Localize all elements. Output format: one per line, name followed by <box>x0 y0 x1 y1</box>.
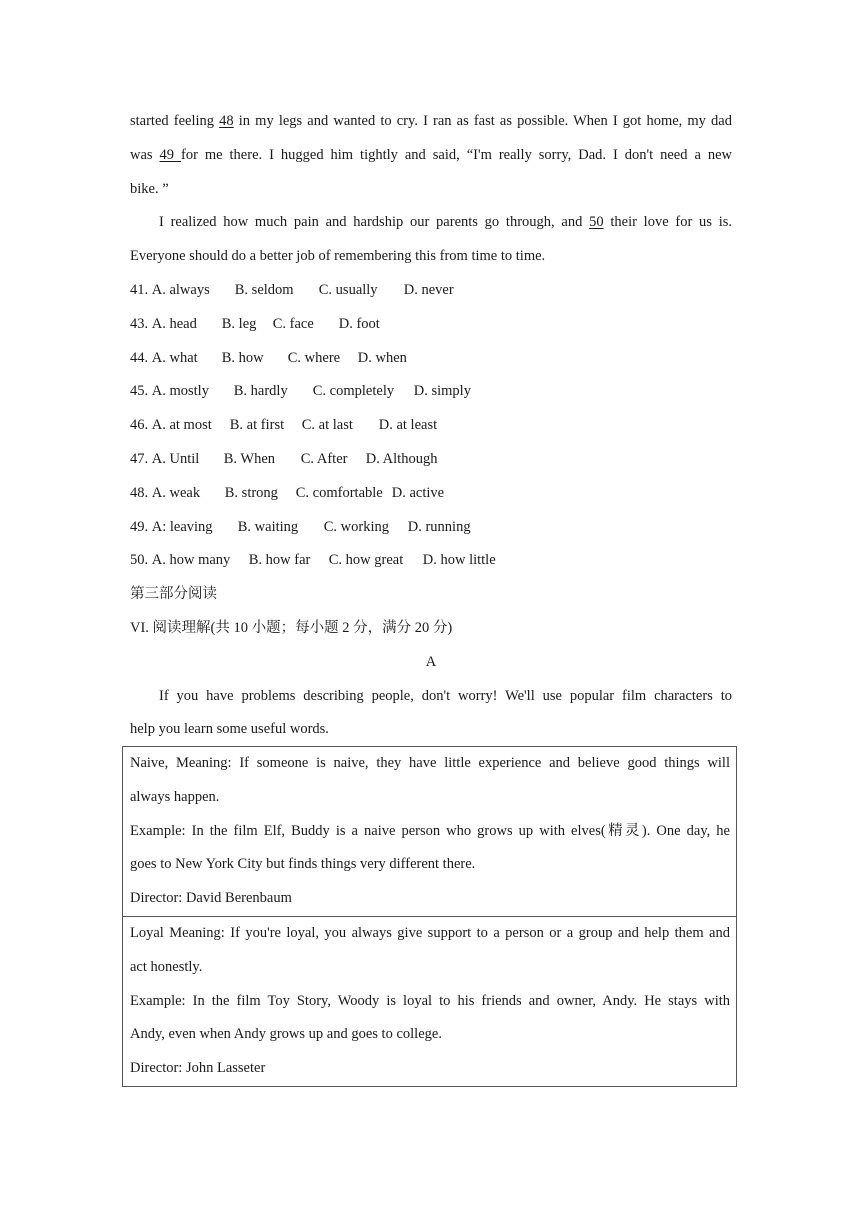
option-d: D. how little <box>422 552 496 569</box>
blank-49: 49 <box>159 146 181 163</box>
blank-50: 50 <box>589 214 604 231</box>
option-b: B. how far <box>248 552 311 569</box>
question-number: 50. <box>130 552 152 569</box>
question-number: 47. <box>130 450 152 467</box>
passage-line <box>130 105 732 139</box>
loyal-director: Director: John Lasseter <box>130 1060 266 1077</box>
loyal-cell <box>123 916 736 1086</box>
option-a: A: leaving <box>151 518 213 535</box>
question-number: 44. <box>130 349 152 366</box>
option-c: C. face <box>272 315 314 332</box>
passage-text: in my legs and wanted to cry. I ran as fast as possible. When I got home, my dad <box>233 113 732 129</box>
question-row <box>130 342 732 376</box>
option-d: D. when <box>357 349 407 366</box>
question-row <box>130 375 732 409</box>
option-d: D. running <box>407 518 471 535</box>
option-b: B. waiting <box>237 518 299 535</box>
loyal-example-line: Andy, even when Andy grows up and goes to college. <box>130 1026 442 1043</box>
option-a: A. what <box>151 349 198 366</box>
question-number: 43. <box>130 315 152 332</box>
option-c: C. comfortable <box>295 484 383 501</box>
option-d: D. simply <box>413 383 471 400</box>
question-number: 49. <box>130 518 152 535</box>
option-a: A. Until <box>151 450 200 467</box>
option-c: C. working <box>323 518 389 535</box>
section-title: VI. 阅读理解(共 10 小题；每小题 2 分，满分 20 分) <box>130 619 453 636</box>
question-row <box>130 544 732 578</box>
vocabulary-table <box>122 746 737 1087</box>
question-row <box>130 308 732 342</box>
option-a: A. weak <box>151 484 201 501</box>
intro-line: If you have problems describing people, don't worry! We'll use popular film characters to <box>159 687 732 704</box>
passage-text: was <box>130 146 160 163</box>
option-c: C. After <box>300 450 348 467</box>
option-c: C. at last <box>301 417 353 434</box>
naive-example-line: Example: In the film Elf, Buddy is a naive person who grows up with elves(精灵). One day, he <box>130 822 730 839</box>
option-b: B. seldom <box>234 281 294 298</box>
naive-meaning-line: always happen. <box>130 788 220 805</box>
option-a: A. how many <box>151 552 231 569</box>
naive-director: Director: David Berenbaum <box>130 890 292 907</box>
option-c: C. usually <box>318 281 378 298</box>
passage-line <box>130 206 732 240</box>
naive-cell <box>123 747 736 916</box>
intro-line: help you learn some useful words. <box>130 721 329 738</box>
question-row <box>130 274 732 308</box>
option-b: B. how <box>221 349 264 366</box>
option-b: B. leg <box>221 315 257 332</box>
option-b: B. strong <box>224 484 278 501</box>
option-d: D. active <box>391 484 445 501</box>
passage-line: Everyone should do a better job of remembering this from time to time. <box>130 248 546 265</box>
blank-48: 48 <box>219 113 234 129</box>
loyal-meaning-line: act honestly. <box>130 958 203 975</box>
passage-line: bike. ” <box>130 180 169 197</box>
option-c: C. completely <box>312 383 395 400</box>
option-c: C. where <box>287 349 341 366</box>
naive-meaning-line: Naive, Meaning: If someone is naive, they have little experience and believe good things will <box>130 755 730 771</box>
naive-example-line: goes to New York City but finds things very different there. <box>130 856 476 873</box>
option-d: D. Although <box>365 450 438 467</box>
question-row <box>130 443 732 477</box>
loyal-example-line: Example: In the film Toy Story, Woody is loyal to his friends and owner, Andy. He stays with <box>130 992 730 1009</box>
section-letter: A <box>425 653 437 670</box>
option-d: D. never <box>403 281 454 298</box>
question-number: 48. <box>130 484 152 501</box>
option-a: A. at most <box>151 417 212 434</box>
exam-page <box>130 105 732 747</box>
passage-line <box>130 139 732 173</box>
passage-text: I realized how much pain and hardship our parents go through, and <box>159 214 590 231</box>
question-row <box>130 409 732 443</box>
question-number: 41. <box>130 281 152 298</box>
option-c: C. how great <box>328 552 404 569</box>
part-title: 第三部分阅读 <box>130 586 217 603</box>
option-b: B. When <box>223 450 276 467</box>
option-a: A. head <box>151 315 197 332</box>
passage-text: started feeling <box>130 113 220 129</box>
question-row <box>130 477 732 511</box>
loyal-meaning-line: Loyal Meaning: If you're loyal, you always give support to a person or a group and help them and <box>130 924 730 941</box>
option-b: B. at first <box>229 417 285 434</box>
question-row <box>130 511 732 545</box>
question-number: 46. <box>130 417 152 434</box>
option-d: D. at least <box>378 417 438 434</box>
question-number: 45. <box>130 383 152 400</box>
option-a: A. always <box>151 281 210 298</box>
option-a: A. mostly <box>151 383 209 400</box>
passage-text: for me there. I hugged him tightly and said, “I'm really sorry, Dad. I don't need a new <box>180 146 732 163</box>
option-b: B. hardly <box>233 383 288 400</box>
option-d: D. foot <box>338 315 380 332</box>
passage-text: their love for us is. <box>603 214 732 231</box>
